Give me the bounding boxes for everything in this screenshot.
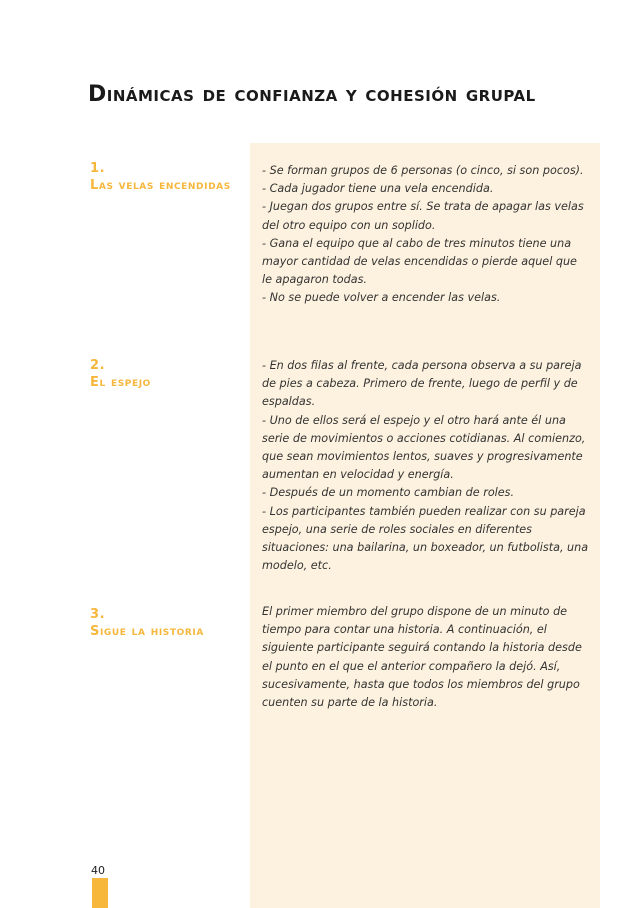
- section-2-paragraph: - Después de un momento cambian de roles.: [262, 486, 515, 500]
- section-2-label: [90, 357, 240, 391]
- section-1-body: [262, 162, 590, 308]
- section-3-label: [90, 606, 240, 640]
- section-1-title: Las velas encendidas: [90, 178, 231, 193]
- page-accent-bar: [92, 878, 108, 908]
- section-2-paragraph: - En dos filas al frente, cada persona observa a su pareja de pies a cabeza. Primero de frente, luego de perfil y de espaldas.: [262, 359, 582, 409]
- section-3-paragraph: El primer miembro del grupo dispone de un minuto de tiempo para contar una historia. A continuación, el siguiente participante seguirá contando la historia desde el punto en el que el anterior compañero la dejó. Así, sucesivamente, hasta que todos los miembros del grupo cuenten su parte de la historia.: [262, 605, 582, 710]
- section-1-label: [90, 160, 240, 194]
- page-number: 40: [91, 864, 105, 877]
- section-3-title: Sigue la historia: [90, 624, 204, 639]
- section-1-paragraph: - Se forman grupos de 6 personas (o cinco, si son pocos).: [262, 164, 584, 177]
- section-1-paragraph: - Gana el equipo que al cabo de tres minutos tiene una mayor cantidad de velas encendidas o pierde aquel que le apagaron todas.: [262, 236, 577, 287]
- section-1-paragraph: - Juegan dos grupos entre sí. Se trata de apagar las velas del otro equipo con un soplido.: [262, 200, 584, 232]
- section-3-body: [262, 603, 590, 712]
- section-2-paragraph: - Uno de ellos será el espejo y el otro hará ante él una serie de movimientos o acciones cotidianas. Al comienzo, que sean movimientos lentos, suaves y progresivamente aumentan en velocidad y energía.: [262, 413, 586, 482]
- section-3-number: 3.: [90, 607, 106, 622]
- section-2-body: [262, 357, 590, 575]
- section-2-paragraph: - Los participantes también pueden realizar con su pareja espejo, una serie de roles sociales en diferentes situaciones: una bailarina, un boxeador, un futbolista, una modelo, etc.: [262, 504, 589, 573]
- page-title: Dinámicas de confianza y cohesión grupal: [88, 82, 536, 107]
- section-1-paragraph: - Cada jugador tiene una vela encendida.: [262, 182, 494, 196]
- section-2-number: 2.: [90, 358, 106, 373]
- section-1-number: 1.: [90, 161, 106, 176]
- section-2-title: El espejo: [90, 375, 151, 390]
- section-1-paragraph: - No se puede volver a encender las velas.: [262, 291, 501, 305]
